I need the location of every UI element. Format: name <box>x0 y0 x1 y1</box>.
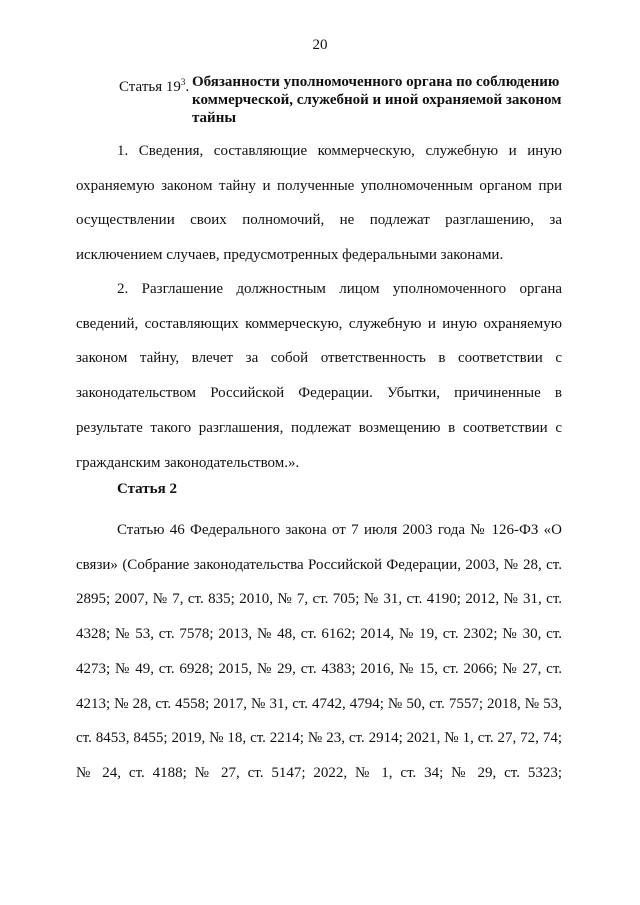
paragraph-2: 2. Разглашение должностным лицом уполномоченного органа сведений, составляющих коммерческую, служебную и иную охраняемую законом тайну, влечет за собой ответственность в соответствии с законодательством Российской Федерации. Убытки, причиненные в результате такого разглашения, подлежат возмещению в соответствии с гражданским законодательством.». <box>76 281 562 471</box>
article-19-3-heading <box>119 73 569 127</box>
article-19-3-label <box>119 73 189 96</box>
article-label-prefix: Статья 19 <box>119 79 181 95</box>
page-number: 20 <box>312 37 328 53</box>
article-label-superscript: 3 <box>180 77 186 87</box>
article-2-text: Статью 46 Федерального закона от 7 июля 2003 года № 126-ФЗ «О связи» (Собрание законодательства Российской Федерации, 2003, № 28, ст. 2895; 2007, № 7, ст. 835; 2010, № 7, ст. 705; № 31, ст. 4190; 2012, № 31, ст. 4328; № 53, ст. 7578; 2013, № 48, ст. 6162; 2014, № 19, ст. 2302; № 30, ст. 4273; № 49, ст. 6928; 2015, № 29, ст. 4383; 2016, № 15, ст. 2066; № 27, ст. 4213; № 28, ст. 4558; 2017, № 31, ст. 4742, 4794; № 50, ст. 7557; 2018, № 53, ст. 8453, 8455; 2019, № 18, ст. 2214; № 23, ст. 2914; 2021, № 1, ст. 27, 72, 74; № 24, ст. 4188; № 27, ст. 5147; 2022, № 1, ст. 34; № 29, ст. 5323; <box>76 522 562 781</box>
paragraph-1: 1. Сведения, составляющие коммерческую, служебную и иную охраняемую законом тайну и полученные уполномоченным органом при осуществлении своих полномочий, не подлежат разглашению, за исключением случаев, предусмотренных федеральными законами. <box>76 143 562 264</box>
article-19-3-title: Обязанности уполномоченного органа по соблюдению коммерческой, служебной и иной охраняемой законом тайны <box>192 74 562 126</box>
article-2-title: Статья 2 <box>117 481 177 497</box>
article-label-suffix: . <box>185 79 190 95</box>
